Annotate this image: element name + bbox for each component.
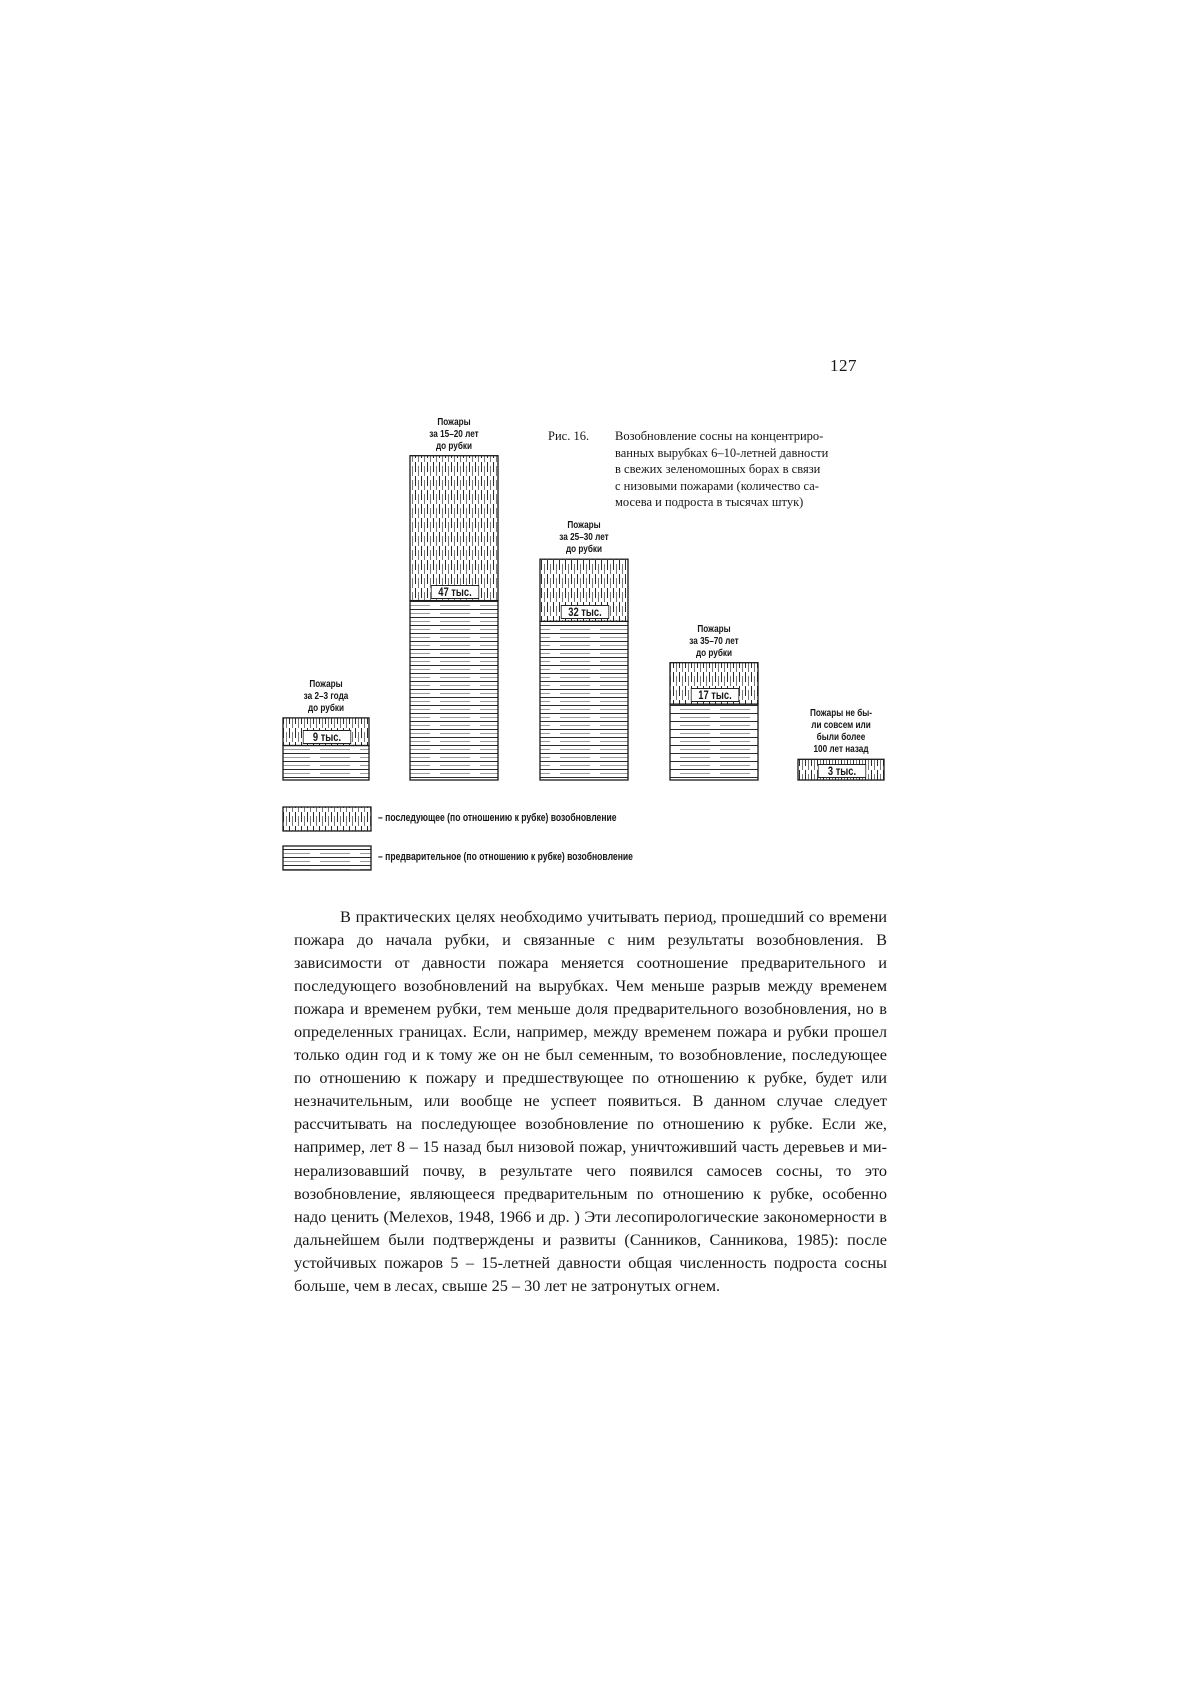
bar-category-label: Пожары не бы- ли совсем или были более 100 лет назад [809, 707, 873, 756]
bar-value-label: 47 тыс. [431, 585, 479, 599]
bar-segment-preliminary [410, 601, 498, 780]
caption-line: с низовыми пожарами (количество са- [615, 478, 819, 493]
legend-swatch-horizontal [283, 846, 371, 870]
bar-category-label: Пожары за 35–70 лет до рубки [689, 622, 739, 659]
bar-stack [540, 559, 628, 780]
bar-segment-preliminary [283, 746, 369, 781]
bar-value-label: 9 тыс. [303, 730, 351, 744]
legend-label: – предварительное (по отношению к рубке) возобновление [378, 851, 633, 863]
figure-number: Рис. 16. [548, 429, 590, 443]
bar-stack [670, 663, 758, 780]
bar-stack [283, 718, 369, 780]
bar-segment-preliminary [670, 704, 758, 780]
bar-category-label: Пожары за 2–3 года до рубки [303, 677, 349, 714]
body-paragraph: В практических целях необходимо учитывать период, прошедший со времени пожара до начала рубки, и связанные с ним результаты возобновления. В зависимости от давности пожара меняется соотношение предварительного и последующего возобновлений на вырубках. Чем меньше разрыв между временем пожара и временем рубки, тем меньше доля предварительного возобновления, но в определенных границах. Если, например, между временем пожара и рубки прошел только один год и к тому же он не был семенным, то возобновление, последующее по отношению к пожару и предшествующее по отношению к рубке, будет или незначительным, или вообще не успеет появиться. В данном случае следует рассчитывать на последующее возобновление по отношению к рубке. Если же, например, лет 8 – 15 назад был низовой пожар, уничтоживший часть деревьев и минерализовавший почву, в результате чего появился самосев сосны, то это возобновление, являющееся предварительным по отношению к рубке, особенно надо ценить (Мелехов, 1948, 1966 и др. ) Эти лесопирологические закономерности в дальнейшем были подтверждены и развиты (Санников, Санникова, 1985): после устойчивых пожаров 5 – 15-летней давности общая численность подроста сосны больше, чем в лесах, свыше 25 – 30 лет не затронутых огнем. [294, 907, 887, 1295]
legend-label: – последующее (по отношению к рубке) возобновление [378, 812, 617, 824]
caption-line: ванных вырубках 6–10-летней давности [615, 445, 829, 460]
legend-swatch-vertical [283, 807, 371, 831]
caption-line: Возобновление сосны на концентриро- [615, 429, 824, 443]
caption-line: в свежих зеленомошных борах в связи [615, 462, 821, 476]
bar-segment-preliminary [540, 621, 628, 780]
bar-value-label: 17 тыс. [691, 688, 739, 702]
bar-category-label: Пожары за 25–30 лет до рубки [559, 519, 609, 556]
caption-line: мосева и подроста в тысячах штук) [615, 495, 804, 509]
bar-category-label: Пожары за 15–20 лет до рубки [429, 415, 479, 452]
bar-value-label: 32 тыс. [561, 605, 609, 619]
bar-value-label: 3 тыс. [818, 764, 866, 778]
page-number: 127 [830, 356, 857, 375]
bar-segment-subsequent [410, 456, 498, 601]
bar-stack [410, 456, 498, 780]
